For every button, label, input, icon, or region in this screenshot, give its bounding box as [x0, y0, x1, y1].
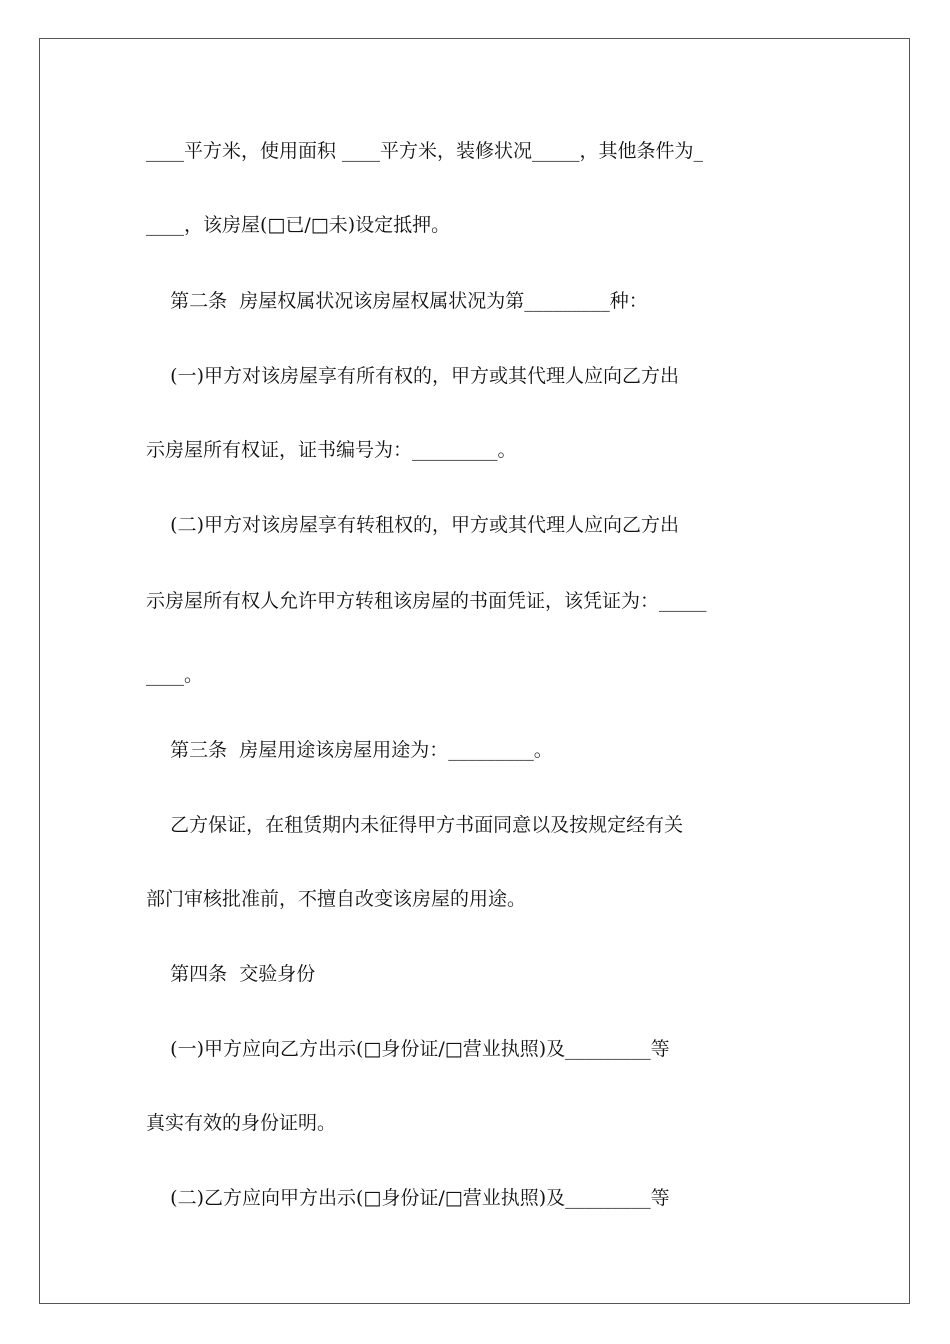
- text-line: (一)甲方对该房屋享有所有权的，甲方或其代理人应向乙方出: [146, 365, 679, 387]
- text-line: (二)乙方应向甲方出示(□身份证/□营业执照)及_________等: [146, 1187, 670, 1209]
- text-line: 真实有效的身份证明。: [146, 1112, 337, 1134]
- text-line: ____。: [146, 664, 204, 686]
- text-line: 示房屋所有权人允许甲方转租该房屋的书面凭证，该凭证为：_____: [146, 590, 707, 612]
- text-line: 示房屋所有权证，证书编号为：_________。: [146, 439, 517, 461]
- text-line: 部门审核批准前，不擅自改变该房屋的用途。: [146, 888, 527, 910]
- clause-heading: 第二条 房屋权属状况该房屋权属状况为第_________种：: [146, 290, 648, 312]
- text-line: 乙方保证，在租赁期内未征得甲方书面同意以及按规定经有关: [146, 814, 684, 836]
- text-line: (一)甲方应向乙方出示(□身份证/□营业执照)及_________等: [146, 1038, 670, 1060]
- text-line: (二)甲方对该房屋享有转租权的，甲方或其代理人应向乙方出: [146, 514, 679, 536]
- clause-heading: 第四条 交验身份: [146, 963, 316, 985]
- clause-heading: 第三条 房屋用途该房屋用途为：_________。: [146, 739, 553, 761]
- text-line: ____，该房屋(□已/□未)设定抵押。: [146, 214, 451, 236]
- text-line: ____平方米，使用面积 ____平方米，装修状况_____，其他条件为_: [146, 140, 704, 162]
